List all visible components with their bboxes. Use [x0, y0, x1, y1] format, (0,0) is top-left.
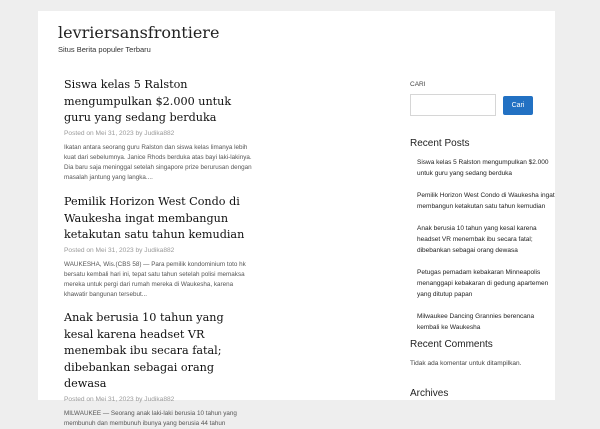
- post-title-link[interactable]: Siswa kelas 5 Ralston mengumpulkan $2.000 untuk guru yang sedang berduka: [64, 78, 232, 124]
- post-meta: Posted on Mei 31, 2023 by Judika882: [64, 395, 175, 403]
- site-title[interactable]: levriersansfrontiere: [58, 23, 220, 42]
- recent-post-link[interactable]: Anak berusia 10 tahun yang kesal karena headset VR menembak ibu secara fatal; dibebankan sebagai orang dewasa: [417, 225, 537, 254]
- no-comments-text: Tidak ada komentar untuk ditampilkan.: [410, 360, 522, 367]
- post-meta: Posted on Mei 31, 2023 by Judika882: [64, 129, 175, 137]
- search-input[interactable]: [410, 94, 496, 116]
- post-title-link[interactable]: Anak berusia 10 tahun yang kesal karena headset VR menembak ibu secara fatal; dibebankan sebagai orang dewasa: [64, 311, 224, 390]
- post-excerpt: MILWAUKEE — Seorang anak laki-laki berusia 10 tahun yang membunuh dan membunuh ibunya yang berusia 44 tahun: [64, 409, 237, 427]
- site-tagline: Situs Berita populer Terbaru: [58, 45, 151, 54]
- recent-post-link[interactable]: Milwaukee Dancing Grannies berencana kembali ke Waukesha: [417, 313, 535, 331]
- recent-posts-list: [417, 157, 557, 344]
- recent-post-link[interactable]: Petugas pemadam kebakaran Minneapolis menanggapi kebakaran di gedung apartemen yang ditutup papan: [417, 269, 549, 298]
- recent-post-link[interactable]: Siswa kelas 5 Ralston mengumpulkan $2.000 untuk guru yang sedang berduka: [417, 159, 549, 177]
- recent-post-link[interactable]: Pemilik Horizon West Condo di Waukesha ingat membangun ketakutan satu tahun kemudian: [417, 192, 555, 210]
- post-title-link[interactable]: Pemilik Horizon West Condo di Waukesha ingat membangun ketakutan satu tahun kemudian: [64, 195, 245, 241]
- page-container: [38, 11, 555, 427]
- recent-posts-heading: Recent Posts: [410, 138, 470, 149]
- post-article: [64, 77, 254, 183]
- post-excerpt: WAUKESHA, Wis.(CBS 58) — Para pemilik kondominium toto hk bersatu kembali hari ini, tepat satu tahun setelah polisi memaksa mereka untuk pergi dari rumah mereka di Waukesha, karena khawatir bangunan tersebut...: [64, 260, 246, 298]
- post-meta: Posted on Mei 31, 2023 by Judika882: [64, 246, 175, 254]
- post-article: [64, 310, 254, 429]
- archives-heading: Archives: [410, 388, 449, 399]
- post-excerpt: Ikatan antara seorang guru Ralston dan siswa kelas limanya lebih kuat dari sebelumnya. Janice Rhods berduka atas bayi laki-lakinya. Dia baru saja meninggal setelah singapore prize berurusan dengan masalah jantung yang langka....: [64, 143, 252, 181]
- post-article: [64, 194, 254, 300]
- recent-comments-heading: Recent Comments: [410, 339, 493, 350]
- search-button[interactable]: Cari: [503, 96, 533, 115]
- search-label: CARI: [410, 81, 426, 88]
